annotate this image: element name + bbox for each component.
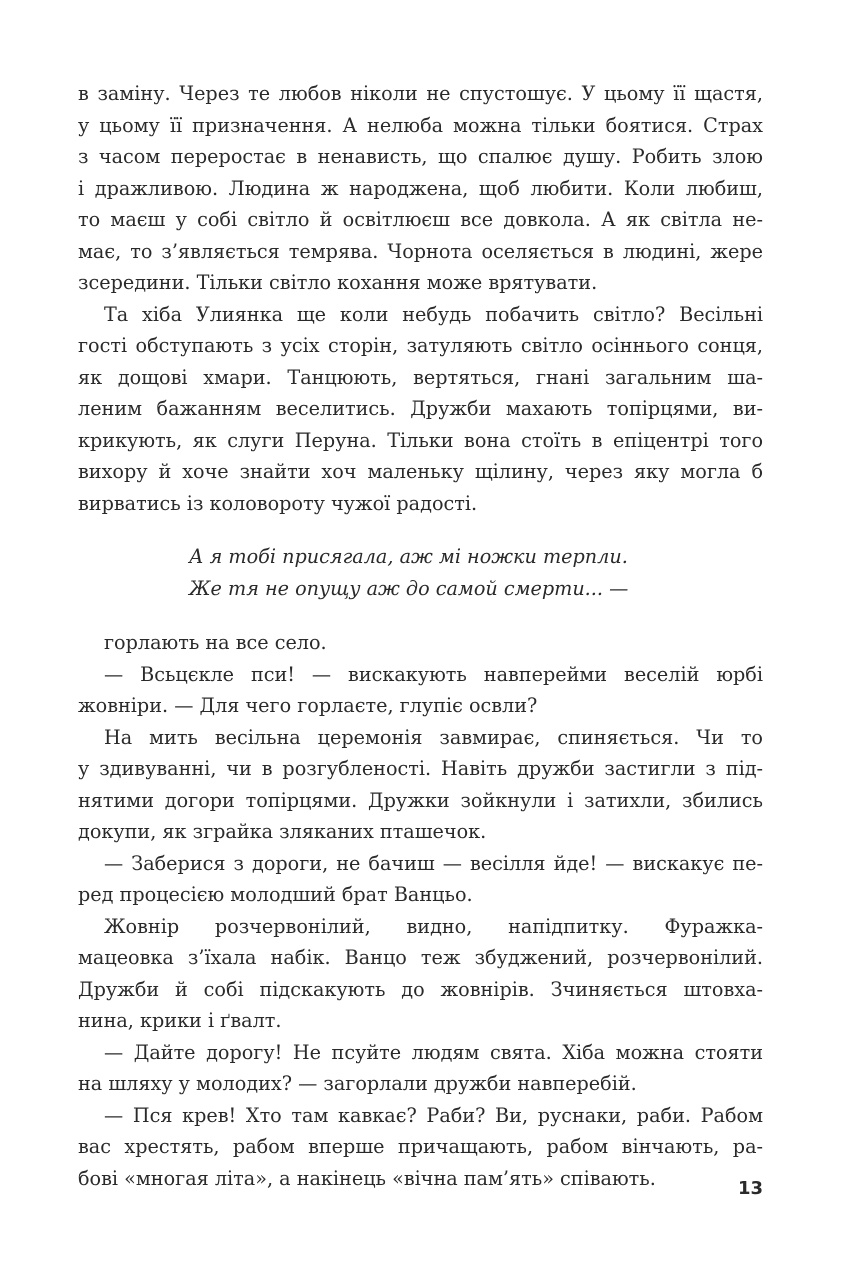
paragraphs-after-verse [78,627,763,1194]
paragraph [78,1037,763,1100]
text-line: вирватись із коловороту чужої радості. [78,491,478,515]
paragraph [78,722,763,848]
text-line: гості обступають з усіх сторін, затуляють світло осіннього сонця, [78,334,763,357]
verse-line: Же тя не опущу аж до самой смерти... — [189,577,629,600]
text-line: горлають на все село. [104,631,327,654]
text-line: — Пся крев! Хто там кавкає? Раби? Ви, руснаки, раби. Рабом [104,1103,763,1127]
text-line: Жовнір розчервонілий, видно, напідпитку. Фуражка- [104,914,763,938]
text-line: в заміну. Через те любов ніколи не спустошує. У цьому її щастя, [78,82,763,105]
paragraph [78,299,763,520]
paragraph [78,911,763,1037]
text-line: — Заберися з дороги, не бачиш — весілля йде! — вискакує пе- [104,851,763,875]
text-line: мацеовка з’їхала набік. Ванцо теж збуджений, розчервонілий. [78,946,763,969]
text-line: у здивуванні, чи в розгубленості. Навіть дружби застигли з під- [78,757,763,780]
text-line: нятими догори топірцями. Дружки зойкнули і затихли, збились [78,788,763,812]
verse-quote [189,541,763,605]
page-number: 13 [737,1178,763,1199]
text-line: у цьому її призначення. А нелюба можна тільки боятися. Страх [78,113,763,137]
paragraph [78,627,763,659]
text-line: нина, крики і ґвалт. [78,1009,282,1032]
text-line: Дружби й собі підскакують до жовнірів. Зчиняється штовха- [78,977,763,1001]
text-line: докупи, як зграйка зляканих пташечок. [78,820,487,843]
text-line: вас хрестять, рабом вперше причащають, рабом вінчають, ра- [78,1135,763,1158]
paragraph [78,1100,763,1195]
paragraphs-before-verse [78,78,763,519]
paragraph [78,848,763,911]
text-line: леним бажанням веселитись. Дружби махають топірцями, ви- [78,397,763,420]
text-line: має, то з’являється темрява. Чорнота оселяється в людині, жере [78,239,763,263]
text-line: На мить весільна церемонія завмирає, спиняється. Чи то [104,725,763,749]
text-line: — Дайте дорогу! Не псуйте людям свята. Хіба можна стояти [104,1040,763,1064]
paragraph [78,78,763,299]
text-line: з часом переростає в ненависть, що спалює душу. Робить злою [78,145,763,168]
text-line: — Всьцєкле пси! — вискакують навперейми веселій юрбі [104,662,763,686]
text-line: бові «многая літа», а накінець «вічна пам’ять» співають. [78,1166,656,1190]
text-line: вихору й хоче знайти хоч маленьку щілину, через яку могла б [78,460,763,483]
paragraph [78,659,763,722]
text-line: крикують, як слуги Перуна. Тільки вона стоїть в епіцентрі того [78,428,763,452]
text-line: ред процесією молодший брат Ванцьо. [78,883,473,906]
text-column [78,78,763,1194]
text-line: зсередини. Тільки світло кохання може врятувати. [78,271,598,294]
text-line: Та хіба Улиянка ще коли небудь побачить світло? Весільні [104,302,763,326]
text-line: і дражливою. Людина ж народжена, щоб любити. Коли любиш, [78,176,763,200]
text-line: то маєш у собі світло й освітлюєш все довкола. А як світла не- [78,208,763,231]
text-line: як дощові хмари. Танцюють, вертяться, гнані загальним ша- [78,365,763,389]
text-line: жовніри. — Для чего горлаєте, глупіє освли? [78,694,538,717]
verse-line: А я тобі присягала, аж мі ножки терпли. [189,545,628,568]
text-line: на шляху у молодих? — загорлали дружби навперебій. [78,1072,637,1095]
